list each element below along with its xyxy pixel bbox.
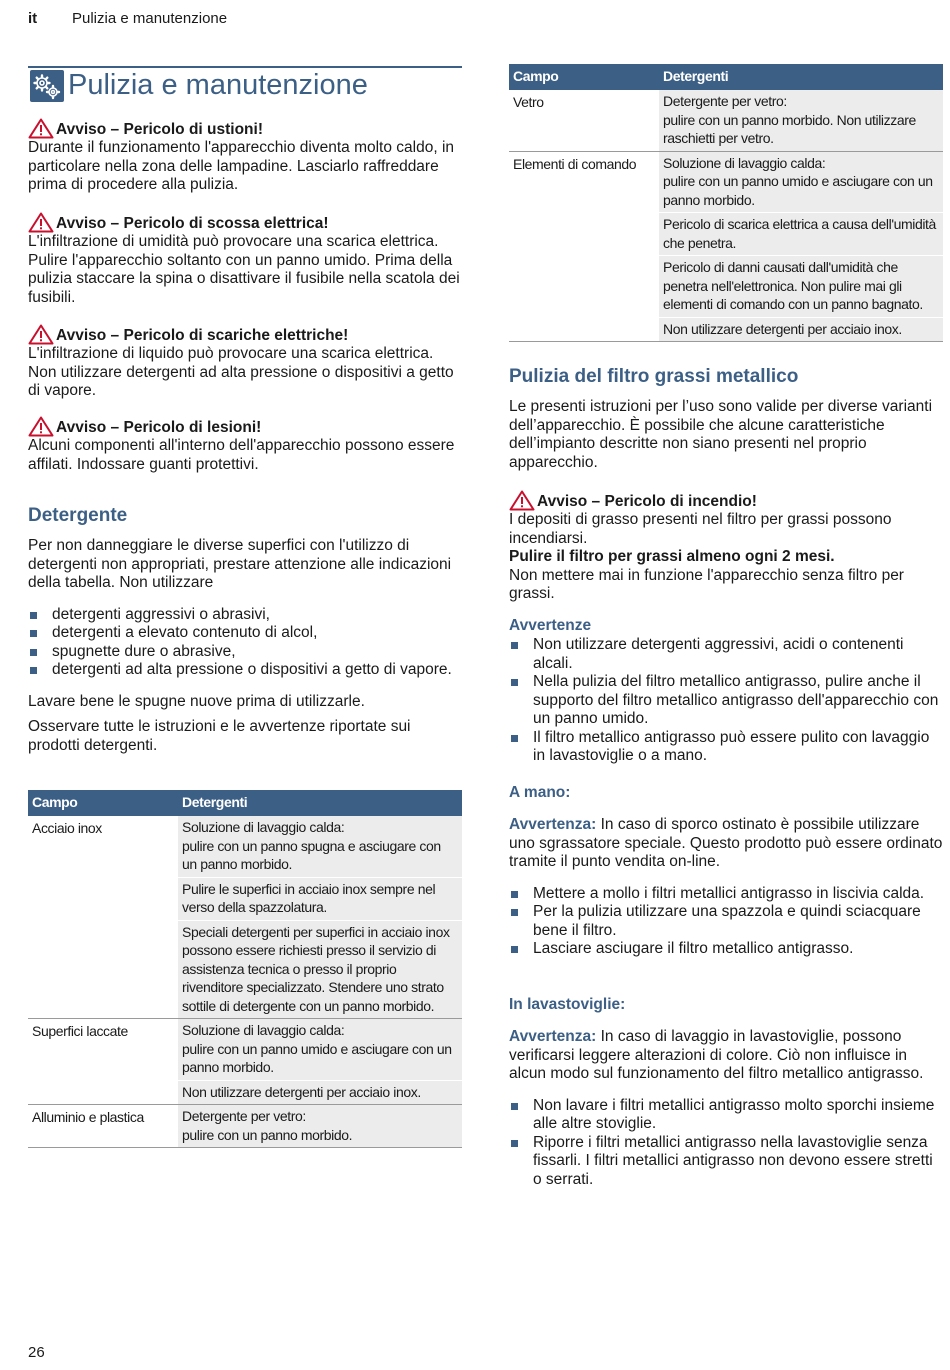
list-item: Mettere a mollo i filtri metallici antigrasso in liscivia calda. [509, 885, 943, 904]
table-cell-detergenti: Non utilizzare detergenti per acciaio inox. [659, 317, 943, 342]
detergente-section [28, 537, 462, 755]
list-item: Non lavare i filtri metallici antigrasso molto sporchi insieme alle altre stoviglie. [509, 1097, 943, 1134]
table-row [28, 1105, 462, 1148]
list-item: detergenti a elevato contenuto di alcol, [28, 624, 462, 643]
table-cell-detergenti: Pulire le superfici in acciaio inox sempre nel verso della spazzolatura. [178, 877, 462, 920]
warning-title: Avviso – Pericolo di ustioni! [56, 120, 263, 138]
detergente-paragraph: Lavare bene le spugne nuove prima di utilizzarle. [28, 692, 365, 710]
warning-fire [509, 490, 943, 604]
table-header-detergenti: Detergenti [659, 64, 943, 90]
header-language: it [28, 10, 38, 27]
warning-triangle-icon [509, 490, 535, 511]
table-header-detergenti: Detergenti [178, 790, 462, 816]
list-item: Riporre i filtri metallici antigrasso nella lavastoviglie senza fissarli. I filtri metallici antigrasso non devono essere stretti o serrati. [509, 1134, 943, 1190]
filtro-heading: Pulizia del filtro grassi metallico [509, 366, 799, 387]
avvertenze-heading: Avvertenze [509, 617, 592, 634]
detergente-paragraph: Osservare tutte le istruzioni e le avvertenze riportate sui prodotti detergenti. [28, 718, 411, 754]
avvertenze-section [509, 636, 943, 766]
warning-title: Avviso – Pericolo di lesioni! [56, 418, 262, 436]
table-cell-campo: Superfici laccate [28, 1019, 178, 1105]
note-text: In caso di lavaggio in lavastoviglie, possono verificarsi leggere alterazioni di colore. Ciò non influisce in alcun modo sul funzionamento del filtro metallico antigrasso. [509, 1028, 924, 1082]
a-mano-note [509, 816, 943, 872]
warning-text: L'infiltrazione di umidità può provocare una scarica elettrica. Pulire l'apparecchio soltanto con un panno umido. Prima della pulizia staccare la spina o disattivare il fusibile nella scatola dei fusibili. [28, 233, 460, 306]
warning-title: Avviso – Pericolo di incendio! [537, 492, 757, 510]
a-mano-section [509, 816, 943, 959]
warning-electric-shock [28, 212, 462, 307]
warning-triangle-icon [28, 212, 54, 233]
cleaning-table-left [28, 790, 462, 1148]
table-header-campo: Campo [28, 790, 178, 816]
list-item: Il filtro metallico antigrasso può essere pulito con lavaggio in lavastoviglie o a mano. [509, 729, 943, 766]
warning-electric-discharge [28, 324, 462, 401]
table-row [28, 816, 462, 1019]
note-text: In caso di sporco ostinato è possibile utilizzare uno sgrassatore speciale. Questo prodotto può essere ordinato tramite il punto vendita on-line. [509, 816, 943, 870]
detergente-bullet-list [28, 606, 462, 680]
warning-text: L'infiltrazione di liquido può provocare una scarica elettrica. Non utilizzare detergenti ad alta pressione o dispositivi a getto di vapore. [28, 345, 454, 399]
table-cell-detergenti: Detergente per vetro: pulire con un panno morbido. Non utilizzare raschietti per vetro. [663, 93, 916, 146]
table-cell-detergenti: Detergente per vetro: pulire con un panno morbido. [182, 1108, 353, 1143]
list-item: Nella pulizia del filtro metallico antigrasso, pulire anche il supporto del filtro metallico antigrasso dell'apparecchio con un panno umido. [509, 673, 943, 729]
cleaning-table-right [509, 64, 943, 342]
avvertenze-list [509, 636, 943, 766]
gear-icon [30, 70, 64, 102]
list-item: Lasciare asciugare il filtro metallico antigrasso. [509, 940, 943, 959]
table-row [28, 1019, 462, 1105]
table-header-campo: Campo [509, 64, 659, 90]
lavastoviglie-note [509, 1028, 943, 1084]
table-cell-campo: Elementi di comando [509, 151, 659, 342]
header-title: Pulizia e manutenzione [72, 10, 228, 27]
table-cell-detergenti: Soluzione di lavaggio calda: pulire con un panno umido e asciugare con un panno morbido. [182, 1022, 452, 1075]
warning-text: Durante il funzionamento l'apparecchio diventa molto caldo, in particolare nella zona delle lampadine. Lasciarlo raffreddare prima di procedere alla pulizia. [28, 139, 455, 193]
table-cell-detergenti: Speciali detergenti per superfici in acciaio inox possono essere richiesti presso il servizio di assistenza tecnica o presso il proprio rivenditore specializzato. Stendere uno strato sottile di detergente con un panno morbido. [178, 920, 462, 1019]
table-cell-detergenti: Soluzione di lavaggio calda: pulire con un panno spugna e asciugare con un panno morbido. [182, 819, 441, 872]
filtro-intro: Le presenti istruzioni per l’uso sono valide per diverse varianti dell’apparecchio. È possibile che alcune caratteristiche dell’impianto descritte non siano presenti nel proprio apparecchio. [509, 398, 933, 471]
warning-triangle-icon [28, 324, 54, 345]
lavastoviglie-steps [509, 1097, 943, 1190]
table-cell-detergenti: Soluzione di lavaggio calda: pulire con un panno umido e asciugare con un panno morbido. [663, 154, 933, 208]
table-row [509, 151, 943, 342]
list-item: spugnette dure o abrasive, [28, 643, 462, 662]
table-cell-detergenti: Pericolo di scarica elettrica a causa dell'umidità che penetra. [659, 212, 943, 255]
a-mano-steps [509, 885, 943, 959]
list-item: detergenti ad alta pressione o dispositivi a getto di vapore. [28, 661, 462, 680]
note-label: Avvertenza: [509, 1028, 597, 1045]
list-item: detergenti aggressivi o abrasivi, [28, 606, 462, 625]
section-title: Pulizia e manutenzione [68, 69, 368, 101]
table-cell-campo: Vetro [509, 90, 659, 151]
note-label: Avvertenza: [509, 816, 597, 833]
table-cell-detergenti: Pericolo di danni causati dall'umidità che penetra nell'elettronica. Non pulire mai gli elementi di comando con un panno bagnato. [659, 255, 943, 317]
lavastoviglie-section [509, 1028, 943, 1189]
section-title-row [28, 66, 462, 102]
warning-title: Avviso – Pericolo di scossa elettrica! [56, 214, 329, 232]
list-item: Non utilizzare detergenti aggressivi, acidi o contenenti alcali. [509, 636, 943, 673]
list-item: Per la pulizia utilizzare una spazzola e quindi sciacquare bene il filtro. [509, 903, 943, 940]
warning-triangle-icon [28, 118, 54, 139]
detergente-heading: Detergente [28, 505, 128, 526]
table-row [509, 90, 943, 151]
warning-injury [28, 416, 462, 474]
filtro-intro-block [509, 398, 943, 472]
table-cell-detergenti: Non utilizzare detergenti per acciaio inox. [178, 1080, 462, 1105]
table-cell-campo: Alluminio e plastica [28, 1105, 178, 1148]
page-number: 26 [28, 1344, 45, 1361]
table-cell-campo: Acciaio inox [28, 816, 178, 1019]
warning-text: I depositi di grasso presenti nel filtro per grassi possono incendiarsi. [509, 511, 892, 547]
warning-title: Avviso – Pericolo di scariche elettriche! [56, 326, 349, 344]
warning-burns [28, 118, 462, 195]
detergente-intro: Per non danneggiare le diverse superfici con l'utilizzo di detergenti non appropriati, prestare attenzione alle indicazioni della tabella. Non utilizzare [28, 537, 452, 591]
a-mano-heading: A mano: [509, 784, 571, 801]
warning-bold-text: Pulire il filtro per grassi almeno ogni 2 mesi. [509, 548, 835, 565]
warning-text: Alcuni componenti all'interno dell'apparecchio possono essere affilati. Indossare guanti protettivi. [28, 437, 455, 473]
warning-text: Non mettere mai in funzione l'apparecchio senza filtro per grassi. [509, 566, 904, 602]
warning-triangle-icon [28, 416, 54, 437]
lavastoviglie-heading: In lavastoviglie: [509, 996, 626, 1013]
